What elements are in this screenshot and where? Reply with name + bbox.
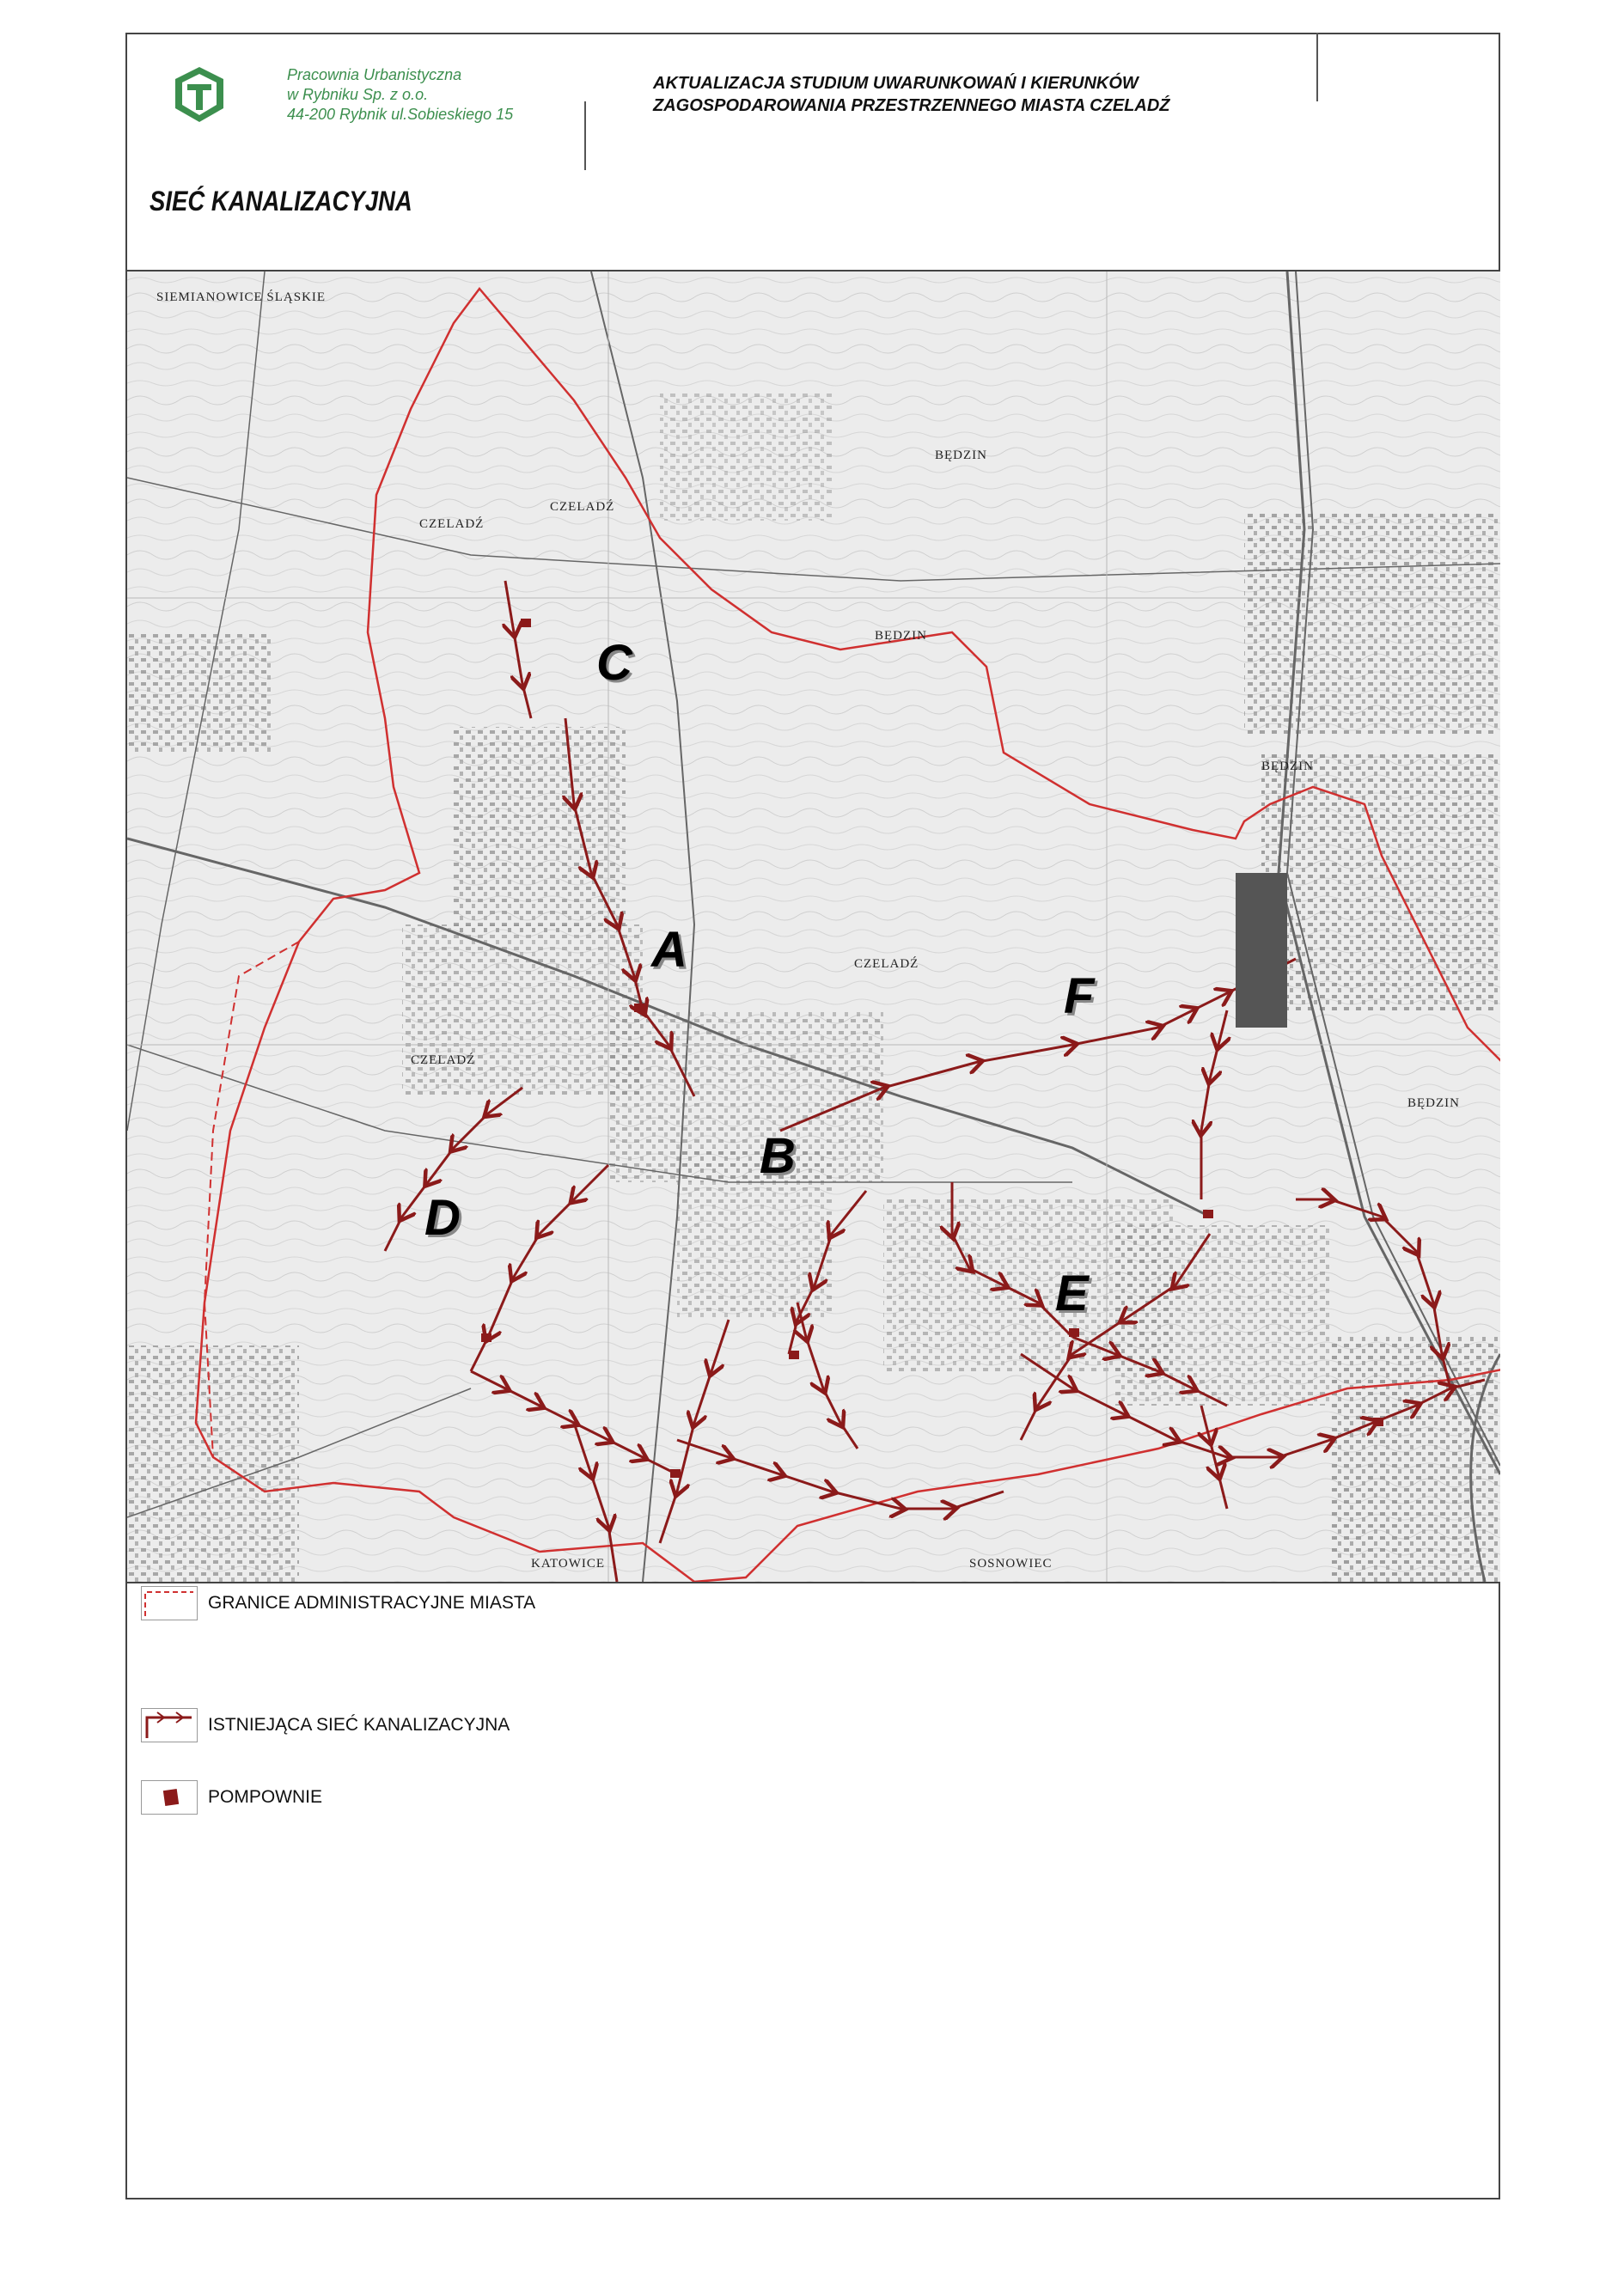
town-label-bedzin-se: BĘDZIN xyxy=(1407,1096,1460,1110)
legend-sewer xyxy=(141,1708,510,1742)
legend-boundary-label: GRANICE ADMINISTRACYJNE MIASTA xyxy=(208,1593,536,1613)
project-title-line1: AKTUALIZACJA STUDIUM UWARUNKOWAŃ I KIERUNKÓW xyxy=(653,74,1139,93)
town-label-czeladz-w: CZELADŹ xyxy=(411,1053,476,1067)
town-label-katowice: KATOWICE xyxy=(531,1557,606,1571)
legend-boundary xyxy=(141,1586,535,1620)
zone-label-e: E xyxy=(1055,1266,1089,1321)
legend-sewer-label: ISTNIEJĄCA SIEĆ KANALIZACYJNA xyxy=(208,1715,510,1735)
zone-label-d: D xyxy=(424,1190,461,1246)
town-label-sosnowiec: SOSNOWIEC xyxy=(969,1557,1053,1571)
map-area xyxy=(127,270,1500,1583)
map-canvas xyxy=(127,271,1500,1582)
town-label-bedzin-e: BĘDZIN xyxy=(1261,760,1314,773)
header-divider-right xyxy=(1316,33,1318,101)
town-label-bedzin-n: BĘDZIN xyxy=(935,448,987,462)
zone-label-c: C xyxy=(596,635,632,691)
legend-pump-label: POMPOWNIE xyxy=(208,1787,323,1807)
legend-pump xyxy=(141,1780,322,1815)
town-label-czeladz-c: CZELADŹ xyxy=(854,957,919,971)
town-label-czeladz-n: CZELADŹ xyxy=(550,500,615,514)
legend-sewer-symbol xyxy=(141,1708,198,1742)
company-logo xyxy=(174,65,225,124)
legend-pump-symbol xyxy=(141,1780,198,1815)
company-address: 44-200 Rybnik ul.Sobieskiego 15 xyxy=(287,106,514,123)
header-divider xyxy=(584,101,586,170)
map-title: SIEĆ KANALIZACYJNA xyxy=(150,186,412,217)
industrial-building xyxy=(1236,873,1287,1028)
legend-boundary-symbol xyxy=(141,1586,198,1620)
zone-label-f: F xyxy=(1064,968,1095,1024)
zone-label-a: A xyxy=(651,922,687,978)
town-label-czeladz-nw: CZELADŹ xyxy=(419,517,485,531)
town-label-siemianowice: SIEMIANOWICE ŚLĄSKIE xyxy=(156,290,327,304)
town-label-bedzin-mid: BĘDZIN xyxy=(875,629,927,643)
company-name: Pracownia Urbanistyczna xyxy=(287,66,462,83)
project-title-line2: ZAGOSPODAROWANIA PRZESTRZENNEGO MIASTA CZELADŹ xyxy=(653,96,1170,115)
company-info xyxy=(287,65,513,125)
company-city: w Rybniku Sp. z o.o. xyxy=(287,86,429,103)
project-title xyxy=(653,72,1169,117)
zone-label-b: B xyxy=(760,1128,796,1184)
